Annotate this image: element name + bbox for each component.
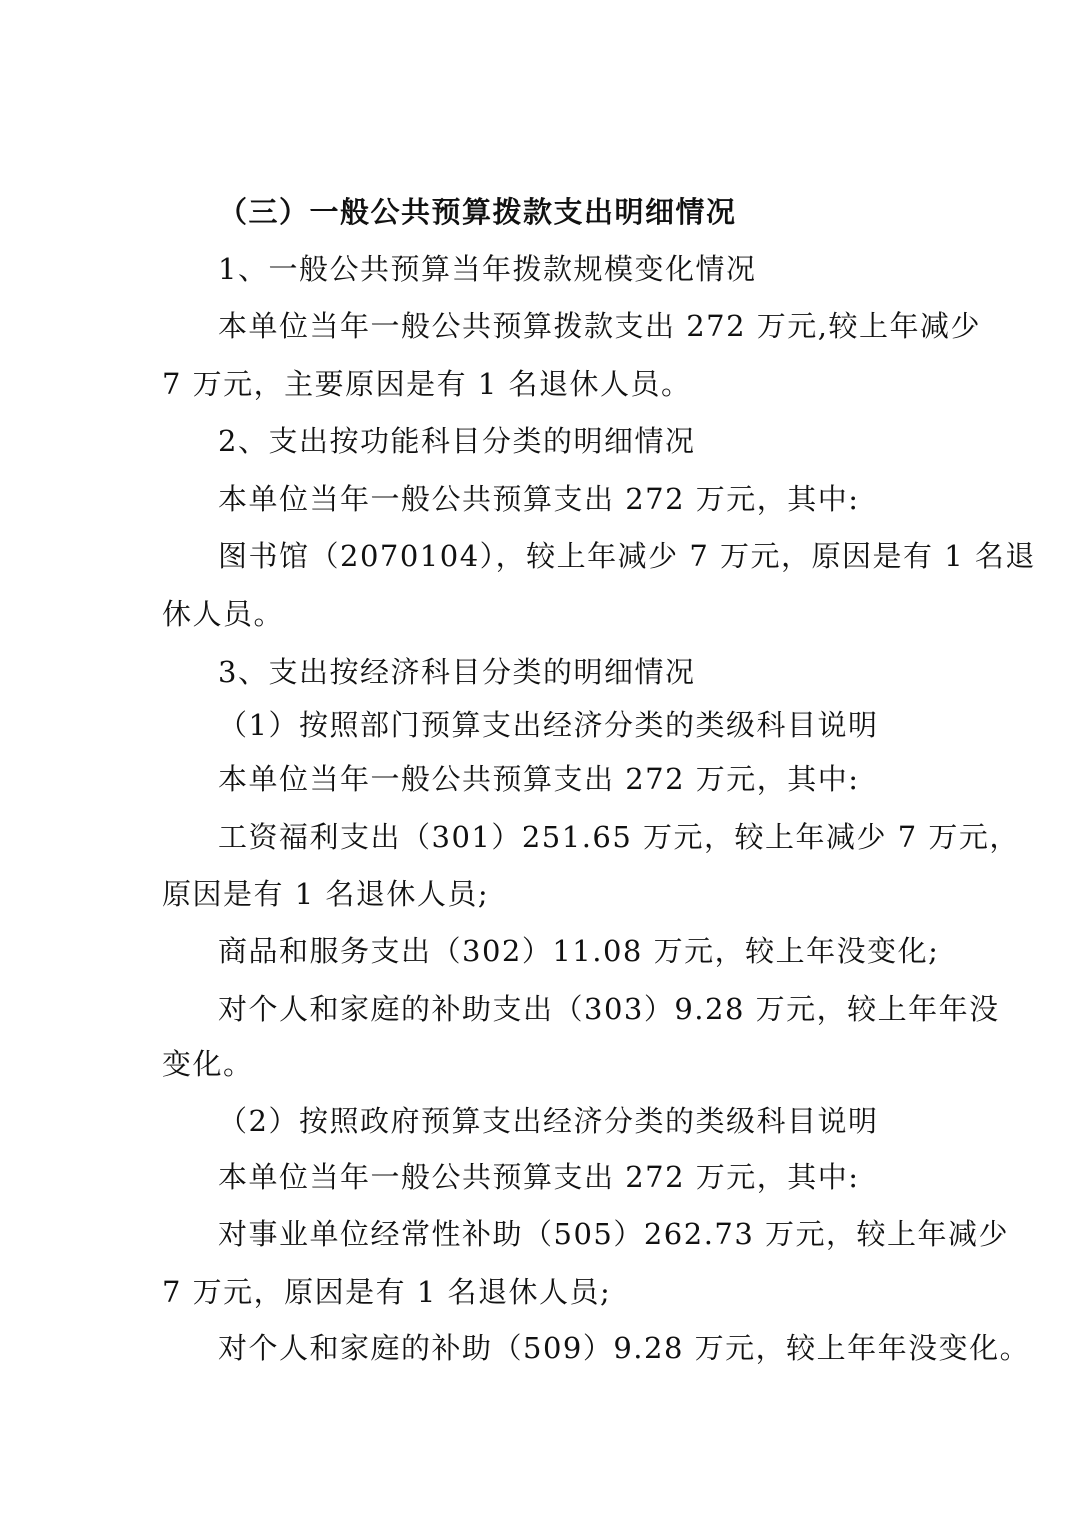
- paragraph-line: 本单位当年一般公共预算支出 272 万元，其中:: [218, 1160, 860, 1194]
- paragraph-line: 本单位当年一般公共预算支出 272 万元，其中:: [218, 482, 860, 516]
- paragraph-line: （1）按照部门预算支出经济分类的类级科目说明: [218, 708, 879, 742]
- paragraph-line: 对事业单位经常性补助（505）262.73 万元，较上年减少: [218, 1217, 1010, 1251]
- paragraph-line: 2、支出按功能科目分类的明细情况: [218, 424, 696, 458]
- paragraph-line: 原因是有 1 名退休人员;: [162, 877, 490, 911]
- paragraph-line: （2）按照政府预算支出经济分类的类级科目说明: [218, 1104, 879, 1138]
- paragraph-line: 本单位当年一般公共预算拨款支出 272 万元,较上年减少: [218, 309, 982, 343]
- section-heading: （三）一般公共预算拨款支出明细情况: [218, 195, 737, 229]
- paragraph-line: 工资福利支出（301）251.65 万元，较上年减少 7 万元，: [218, 820, 1020, 854]
- paragraph-line: 变化。: [162, 1047, 254, 1081]
- paragraph-line: 1、一般公共预算当年拨款规模变化情况: [218, 252, 757, 286]
- paragraph-line: 本单位当年一般公共预算支出 272 万元，其中:: [218, 762, 860, 796]
- paragraph-line: 7 万元，原因是有 1 名退休人员;: [162, 1275, 612, 1309]
- paragraph-line: 对个人和家庭的补助（509）9.28 万元，较上年年没变化。: [218, 1331, 1031, 1365]
- paragraph-line: 对个人和家庭的补助支出（303）9.28 万元，较上年年没: [218, 992, 1000, 1026]
- paragraph-line: 图书馆（2070104），较上年减少 7 万元，原因是有 1 名退: [218, 539, 1036, 573]
- paragraph-line: 7 万元，主要原因是有 1 名退休人员。: [162, 367, 692, 401]
- paragraph-line: 休人员。: [162, 597, 285, 631]
- paragraph-line: 3、支出按经济科目分类的明细情况: [218, 655, 696, 689]
- paragraph-line: 商品和服务支出（302）11.08 万元，较上年没变化;: [218, 934, 940, 968]
